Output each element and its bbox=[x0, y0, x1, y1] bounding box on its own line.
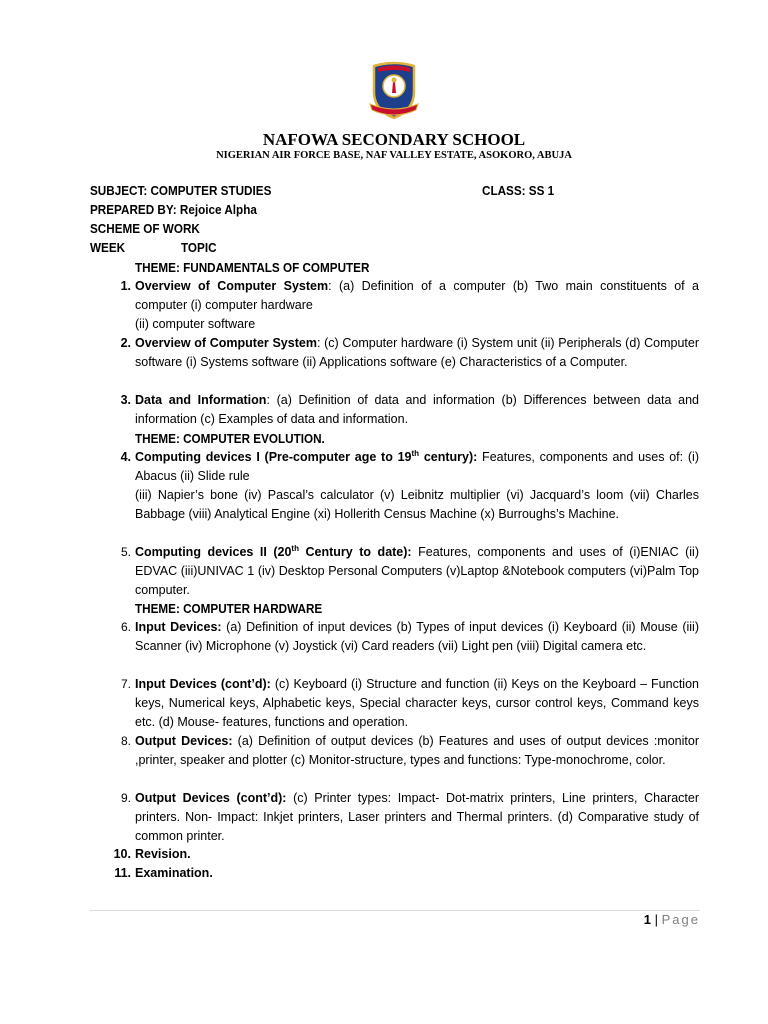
item-number: 11. bbox=[114, 866, 131, 880]
theme-heading-fundamentals: THEME: FUNDAMENTALS OF COMPUTER bbox=[135, 260, 370, 275]
class-text: CLASS: SS 1 bbox=[482, 183, 555, 198]
item-number: 1. bbox=[120, 279, 131, 293]
item-description: : (a) Definition of a computer (b) Two main constituents of a computer (i) computer hardware bbox=[135, 279, 699, 312]
item-description: (c) Printer types: Impact- Dot-matrix printers, Line printers, Character printers. Non- Impact: Inkjet printers, Laser printers and Thermal printers. (d) Comparative study of common printer. bbox=[135, 791, 699, 843]
week-column-header: WEEK bbox=[90, 240, 126, 255]
item-title: Computing devices II (20th Century to date): bbox=[135, 544, 412, 559]
prepared-by-text: PREPARED BY: Rejoice Alpha bbox=[90, 202, 257, 217]
footer-divider bbox=[90, 910, 700, 911]
school-address: NIGERIAN AIR FORCE BASE, NAF VALLEY ESTATE, ASOKORO, ABUJA bbox=[216, 150, 572, 161]
week-item-11 bbox=[90, 864, 699, 883]
item-title: Data and Information bbox=[135, 393, 267, 407]
theme-heading-hardware: THEME: COMPUTER HARDWARE bbox=[135, 601, 323, 616]
scheme-line bbox=[90, 219, 212, 238]
footer-separator: | bbox=[654, 912, 658, 927]
class-line bbox=[482, 181, 562, 200]
school-crest-logo bbox=[368, 60, 420, 120]
item-title: Input Devices (cont’d): bbox=[135, 677, 271, 691]
subject-text: SUBJECT: COMPUTER STUDIES bbox=[90, 183, 272, 198]
item-description: : (c) Computer hardware (i) System unit (ii) Peripherals (d) Computer software (i) Systems software (ii) Applications software (e) Characteristics of a Computer. bbox=[135, 336, 699, 369]
item-title: Output Devices (cont’d): bbox=[135, 791, 287, 805]
item-number: 5. bbox=[120, 545, 131, 559]
item-number: 10. bbox=[113, 847, 131, 861]
item-description: (a) Definition of input devices (b) Types of input devices (i) Keyboard (ii) Mouse (iii) Scanner (iv) Microphone (v) Joystick (vi) Card readers (vii) Light pen (viii) Digital camera etc. bbox=[135, 620, 699, 653]
item-title: Computing devices I (Pre-computer age to 19th century): bbox=[135, 449, 478, 464]
item-number: 7. bbox=[120, 677, 131, 691]
item-extra: (iii) Napier’s bone (iv) Pascal’s calculator (v) Leibnitz multiplier (vi) Jacquard’s loom (vii) Charles Babbage (viii) Analytical Engine (xi) Hollerith Census Machine (x) Burroughs’s Machine. bbox=[135, 488, 699, 521]
week-item-4 bbox=[90, 448, 699, 524]
item-title: Overview of Computer System bbox=[135, 279, 329, 293]
week-item-9 bbox=[90, 789, 699, 846]
item-number: 2. bbox=[120, 336, 131, 350]
page-footer bbox=[644, 912, 700, 927]
subject-line bbox=[90, 181, 292, 200]
item-description: Features, components and uses of (i)ENIAC (ii) EDVAC (iii)UNIVAC 1 (iv) Desktop Personal Computers (v)Laptop &Notebook computers (vi)Palm Top computer. bbox=[135, 545, 699, 597]
week-item-10 bbox=[90, 845, 699, 864]
item-title: Overview of Computer System bbox=[135, 336, 317, 350]
item-number: 8. bbox=[120, 734, 131, 748]
item-number: 9. bbox=[120, 791, 131, 805]
theme-heading-evolution: THEME: COMPUTER EVOLUTION. bbox=[135, 431, 325, 446]
week-item-8 bbox=[90, 732, 699, 770]
item-description: (c) Keyboard (i) Structure and function (ii) Keys on the Keyboard – Function keys, Numerical keys, Alphabetic keys, Special character keys, cursor control keys, Command keys etc. (d) Mouse- features, functions and operation. bbox=[135, 677, 699, 729]
item-title: Output Devices: bbox=[135, 734, 233, 748]
item-title: Examination. bbox=[135, 866, 213, 880]
item-description: (a) Definition of output devices (b) Features and uses of output devices :monitor ,printer, speaker and plotter (c) Monitor-structure, types and functions: Type-monochrome, color. bbox=[135, 734, 699, 767]
week-item-1 bbox=[90, 277, 699, 334]
page-number: 1 bbox=[643, 912, 651, 927]
topic-column-header: TOPIC bbox=[181, 240, 217, 255]
week-item-6 bbox=[90, 618, 699, 656]
item-extra: (ii) computer software bbox=[135, 317, 256, 331]
school-name: NAFOWA SECONDARY SCHOOL bbox=[262, 130, 526, 149]
week-item-7 bbox=[90, 675, 699, 732]
scheme-text: SCHEME OF WORK bbox=[90, 221, 200, 236]
item-number: 3. bbox=[120, 393, 131, 407]
item-description: : (a) Definition of data and information (b) Differences between data and information (c) Examples of data and information. bbox=[135, 393, 699, 426]
week-item-2 bbox=[90, 334, 699, 372]
item-number: 6. bbox=[120, 620, 131, 634]
item-description: Features, components and uses of: (i) Abacus (ii) Slide rule bbox=[135, 450, 699, 483]
crest-flame bbox=[392, 78, 397, 83]
item-title: Input Devices: bbox=[135, 620, 222, 634]
week-item-5 bbox=[90, 543, 699, 600]
week-item-3 bbox=[90, 391, 699, 429]
page-label: Page bbox=[661, 912, 700, 927]
prepared-by-line bbox=[90, 200, 275, 219]
item-title: Revision. bbox=[135, 847, 191, 861]
item-number: 4. bbox=[120, 450, 131, 464]
